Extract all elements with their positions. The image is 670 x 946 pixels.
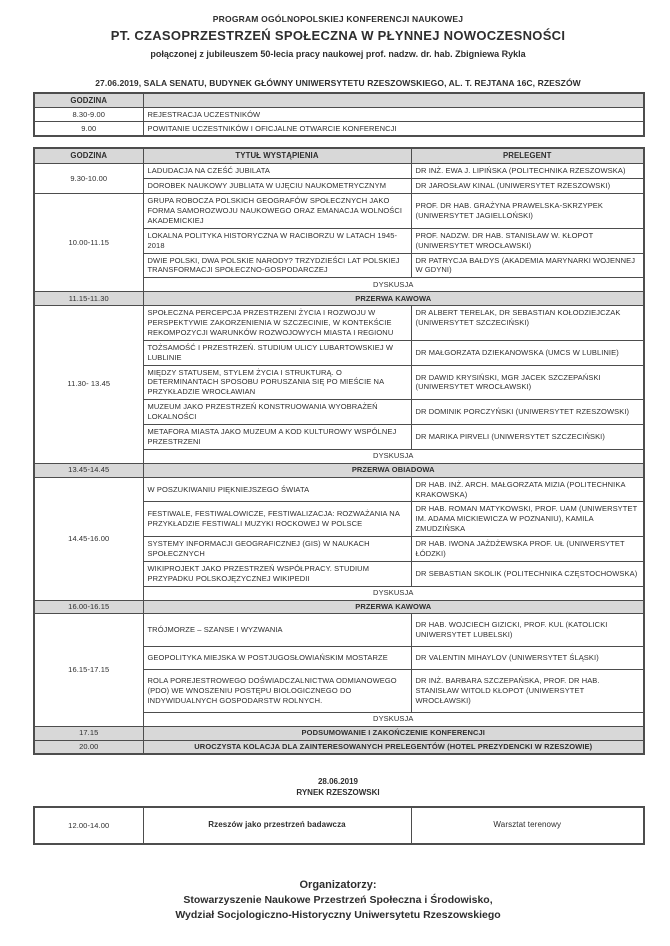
program-header-line: PROGRAM OGÓLNOPOLSKIEJ KONFERENCJI NAUKOWEJ: [212, 14, 464, 24]
dinner-row: [34, 740, 644, 754]
table-row: [34, 122, 644, 136]
col-header-godzina: GODZINA: [34, 148, 143, 164]
time-cell: 14.45-16.00: [34, 477, 143, 600]
conference-title: PT. CZASOPRZESTRZEŃ SPOŁECZNA W PŁYNNEJ NOWOCZESNOŚCI: [110, 28, 566, 43]
dyskusja-cell: DYSKUSJA: [143, 712, 644, 726]
event-cell: POWITANIE UCZESTNIKÓW I OFICJALNE OTWARCIE KONFERENCJI: [143, 122, 644, 136]
organizers-heading: Organizatorzy:: [299, 878, 377, 891]
organizer-line: Stowarzyszenie Naukowe Przestrzeń Społeczna i Środowisko,: [183, 893, 493, 906]
dyskusja-cell: DYSKUSJA: [143, 586, 644, 600]
break-label-cell: PRZERWA OBIADOWA: [143, 463, 644, 477]
break-row: [34, 600, 644, 614]
speaker-cell: DR ALBERT TERELAK, DR SEBASTIAN KOŁODZIEJCZAK (UNIWERSYTET SZCZECIŃSKI): [411, 306, 644, 341]
workshop-title-cell: Rzeszów jako przestrzeń badawcza: [143, 807, 411, 844]
dyskusja-cell: DYSKUSJA: [143, 278, 644, 292]
talk-title-cell: METAFORA MIASTA JAKO MUZEUM A KOD KULTUROWY WSPÓLNEJ PRZESTRZENI: [143, 425, 411, 450]
jubilee-subtitle: połączonej z jubileuszem 50-lecia pracy naukowej prof. nadzw. dr. hab. Zbigniewa Rykla: [150, 49, 526, 59]
time-cell: 16.15-17.15: [34, 614, 143, 726]
time-cell: 20.00: [34, 740, 143, 754]
day2-venue: RYNEK RZESZOWSKI: [296, 788, 380, 798]
table-row: [34, 306, 644, 341]
speaker-cell: DR PATRYCJA BAŁDYS (AKADEMIA MARYNARKI WOJENNEJ W GDYNI): [411, 253, 644, 278]
godzina-header-cell: GODZINA: [34, 93, 143, 108]
speaker-cell: DR SEBASTIAN SKOLIK (POLITECHNIKA CZĘSTOCHOWSKA): [411, 561, 644, 586]
break-label-cell: PRZERWA KAWOWA: [143, 600, 644, 614]
talk-title-cell: MUZEUM JAKO PRZESTRZEŃ KONSTRUOWANIA WYOBRAŻEŃ LOKALNOŚCI: [143, 400, 411, 425]
talk-title-cell: DOROBEK NAUKOWY JUBLIATA W UJĘCIU NAUKOMETRYCZNYM: [143, 179, 411, 194]
time-cell: 13.45-14.45: [34, 463, 143, 477]
speaker-cell: DR DOMINIK PORCZYŃSKI (UNIWERSYTET RZESZOWSKI): [411, 400, 644, 425]
talk-title-cell: WIKIPROJEKT JAKO PRZESTRZEŃ WSPÓŁPRACY. STUDIUM PRZYPADKU POLSKOJĘZYCZNEJ WIKIPEDII: [143, 561, 411, 586]
table-row: [34, 108, 644, 122]
talk-title-cell: GRUPA ROBOCZA POLSKICH GEOGRAFÓW SPOŁECZNYCH JAKO FORMA SAMOROZWOJU NAUKOWEGO ORAZ EMANACJA WOLNOŚCI AKADEMICKIEJ: [143, 194, 411, 229]
speaker-cell: DR MAŁGORZATA DZIEKANOWSKA (UMCS W LUBLINIE): [411, 340, 644, 365]
time-cell: 11.30- 13.45: [34, 306, 143, 464]
speaker-cell: DR INŻ. EWA J. LIPIŃSKA (POLITECHNIKA RZESZOWSKA): [411, 164, 644, 179]
talk-title-cell: DWIE POLSKI, DWA POLSKIE NARODY? TRZYDZIEŚCI LAT POLSKIEJ TRANSFORMACJI SPOŁECZNO-GOSPODARCZEJ: [143, 253, 411, 278]
table-row: [34, 194, 644, 229]
closing-row: [34, 726, 644, 740]
talk-title-cell: TOŻSAMOŚĆ I PRZESTRZEŃ. STUDIUM ULICY LUBARTOWSKIEJ W LUBLINIE: [143, 340, 411, 365]
talk-title-cell: ROLA POREJESTROWEGO DOŚWIADCZALNICTWA ODMIANOWEGO (PDO) WE WNOSZENIU POSTĘPU BIOLOGICZNEGO DO INDYWIDUALNYCH GOSPODARSTW ROLNYCH.: [143, 670, 411, 713]
dyskusja-cell: DYSKUSJA: [143, 449, 644, 463]
time-cell: 9.00: [34, 122, 143, 136]
speaker-cell: DR DAWID KRYSIŃSKI, MGR JACEK SZCZEPAŃSKI (UNIWERSYTET WROCŁAWSKI): [411, 365, 644, 400]
speaker-cell: PROF. NADZW. DR HAB. STANISŁAW W. KŁOPOT (UNIWERSYTET WROCŁAWSKI): [411, 228, 644, 253]
workshop-type-cell: Warsztat terenowy: [411, 807, 644, 844]
day2-table: [33, 806, 645, 845]
talk-title-cell: LADUDACJA NA CZEŚĆ JUBILATA: [143, 164, 411, 179]
event-cell: REJESTRACJA UCZESTNIKÓW: [143, 108, 644, 122]
speaker-cell: DR HAB. INŻ. ARCH. MAŁGORZATA MIZIA (POLITECHNIKA KRAKOWSKA): [411, 477, 644, 502]
talk-title-cell: FESTIWALE, FESTIWALOWICZE, FESTIWALIZACJA: ROZWAŻANIA NA PRZYKŁADZIE FESTIWALI MUZYKI ROCKOWEJ W POLSCE: [143, 502, 411, 537]
time-cell: 9.30-10.00: [34, 164, 143, 194]
empty-header-cell: [143, 93, 644, 108]
day2-date: 28.06.2019: [317, 777, 359, 787]
talk-title-cell: TRÓJMORZE – SZANSE I WYZWANIA: [143, 614, 411, 647]
day2-section: [33, 777, 643, 845]
col-header-tytul: TYTUŁ WYSTĄPIENIA: [143, 148, 411, 164]
break-row: [34, 292, 644, 306]
table-row: [34, 614, 644, 647]
speaker-cell: DR JAROSŁAW KINAL (UNIWERSYTET RZESZOWSKI): [411, 179, 644, 194]
talk-title-cell: SYSTEMY INFORMACJI GEOGRAFICZNEJ (GIS) W NAUKACH SPOŁECZNYCH: [143, 537, 411, 562]
closing-label-cell: PODSUMOWANIE I ZAKOŃCZENIE KONFERENCJI: [143, 726, 644, 740]
organizer-line: Wydział Socjologiczno-Historyczny Uniwersytetu Rzeszowskiego: [175, 908, 501, 921]
table-row: [34, 164, 644, 179]
time-cell: 8.30-9.00: [34, 108, 143, 122]
day1-dateline: 27.06.2019, SALA SENATU, BUDYNEK GŁÓWNY UNIWERSYTETU RZESZOWSKIEGO, AL. T. REJTANA 16C, RZESZÓW: [95, 78, 581, 88]
time-cell: 10.00-11.15: [34, 194, 143, 292]
registration-header-row: [34, 93, 644, 108]
time-cell: 11.15-11.30: [34, 292, 143, 306]
talk-title-cell: W POSZUKIWANIU PIĘKNIEJSZEGO ŚWIATA: [143, 477, 411, 502]
speaker-cell: PROF. DR HAB. GRAŻYNA PRAWELSKA-SKRZYPEK (UNIWERSYTET JAGIELLOŃSKI): [411, 194, 644, 229]
talk-title-cell: LOKALNA POLITYKA HISTORYCZNA W RACIBORZU W LATACH 1945-2018: [143, 228, 411, 253]
speaker-cell: DR VALENTIN MIHAYLOV (UNIWERSYTET ŚLĄSKI): [411, 647, 644, 670]
schedule-header-row: [34, 148, 644, 164]
talk-title-cell: SPOŁECZNA PERCEPCJA PRZESTRZENI ŻYCIA I ROZWOJU W PERSPEKTYWIE ZAKORZENIENIA W SZCZECINIE, W KONTEKŚCIE REKOMPOZYCJI WARUNKÓW ROZWOJOWYCH MIASTA I REGIONU: [143, 306, 411, 341]
speaker-cell: DR HAB. IWONA JAŻDŻEWSKA PROF. UŁ (UNIWERSYTET ŁÓDZKI): [411, 537, 644, 562]
schedule-table: [33, 147, 645, 755]
table-row: [34, 807, 644, 844]
registration-table: [33, 92, 645, 137]
talk-title-cell: MIĘDZY STATUSEM, STYLEM ŻYCIA I STRUKTURĄ. O DETERMINANTACH SPOSOBU PORUSZANIA SIĘ PO MIEŚCIE NA PRZYKŁADZIE WROCŁAWIAN: [143, 365, 411, 400]
talk-title-cell: GEOPOLITYKA MIEJSKA W POSTJUGOSŁOWIAŃSKIM MOSTARZE: [143, 647, 411, 670]
dinner-label-cell: UROCZYSTA KOLACJA DLA ZAINTERESOWANYCH PRELEGENTÓW (HOTEL PREZYDENCKI W RZESZOWIE): [143, 740, 644, 754]
time-cell: 12.00-14.00: [34, 807, 143, 844]
col-header-prelegent: PRELEGENT: [411, 148, 644, 164]
break-row: [34, 463, 644, 477]
time-cell: 16.00-16.15: [34, 600, 143, 614]
speaker-cell: DR HAB. ROMAN MATYKOWSKI, PROF. UAM (UNIWERSYTET IM. ADAMA MICKIEWICZA W POZNANIU), KAMILA ZMUDZIŃSKA: [411, 502, 644, 537]
break-label-cell: PRZERWA KAWOWA: [143, 292, 644, 306]
speaker-cell: DR HAB. WOJCIECH GIZICKI, PROF. KUL (KATOLICKI UNIWERSYTET LUBELSKI): [411, 614, 644, 647]
speaker-cell: DR MARIKA PIRVELI (UNIWERSYTET SZCZECIŃSKI): [411, 425, 644, 450]
organizers-footer: [33, 879, 643, 921]
table-row: [34, 477, 644, 502]
time-cell: 17.15: [34, 726, 143, 740]
speaker-cell: DR INŻ. BARBARA SZCZEPAŃSKA, PROF. DR HAB. STANISŁAW WITOLD KŁOPOT (UNIWERSYTET WROCŁAWSKI): [411, 670, 644, 713]
